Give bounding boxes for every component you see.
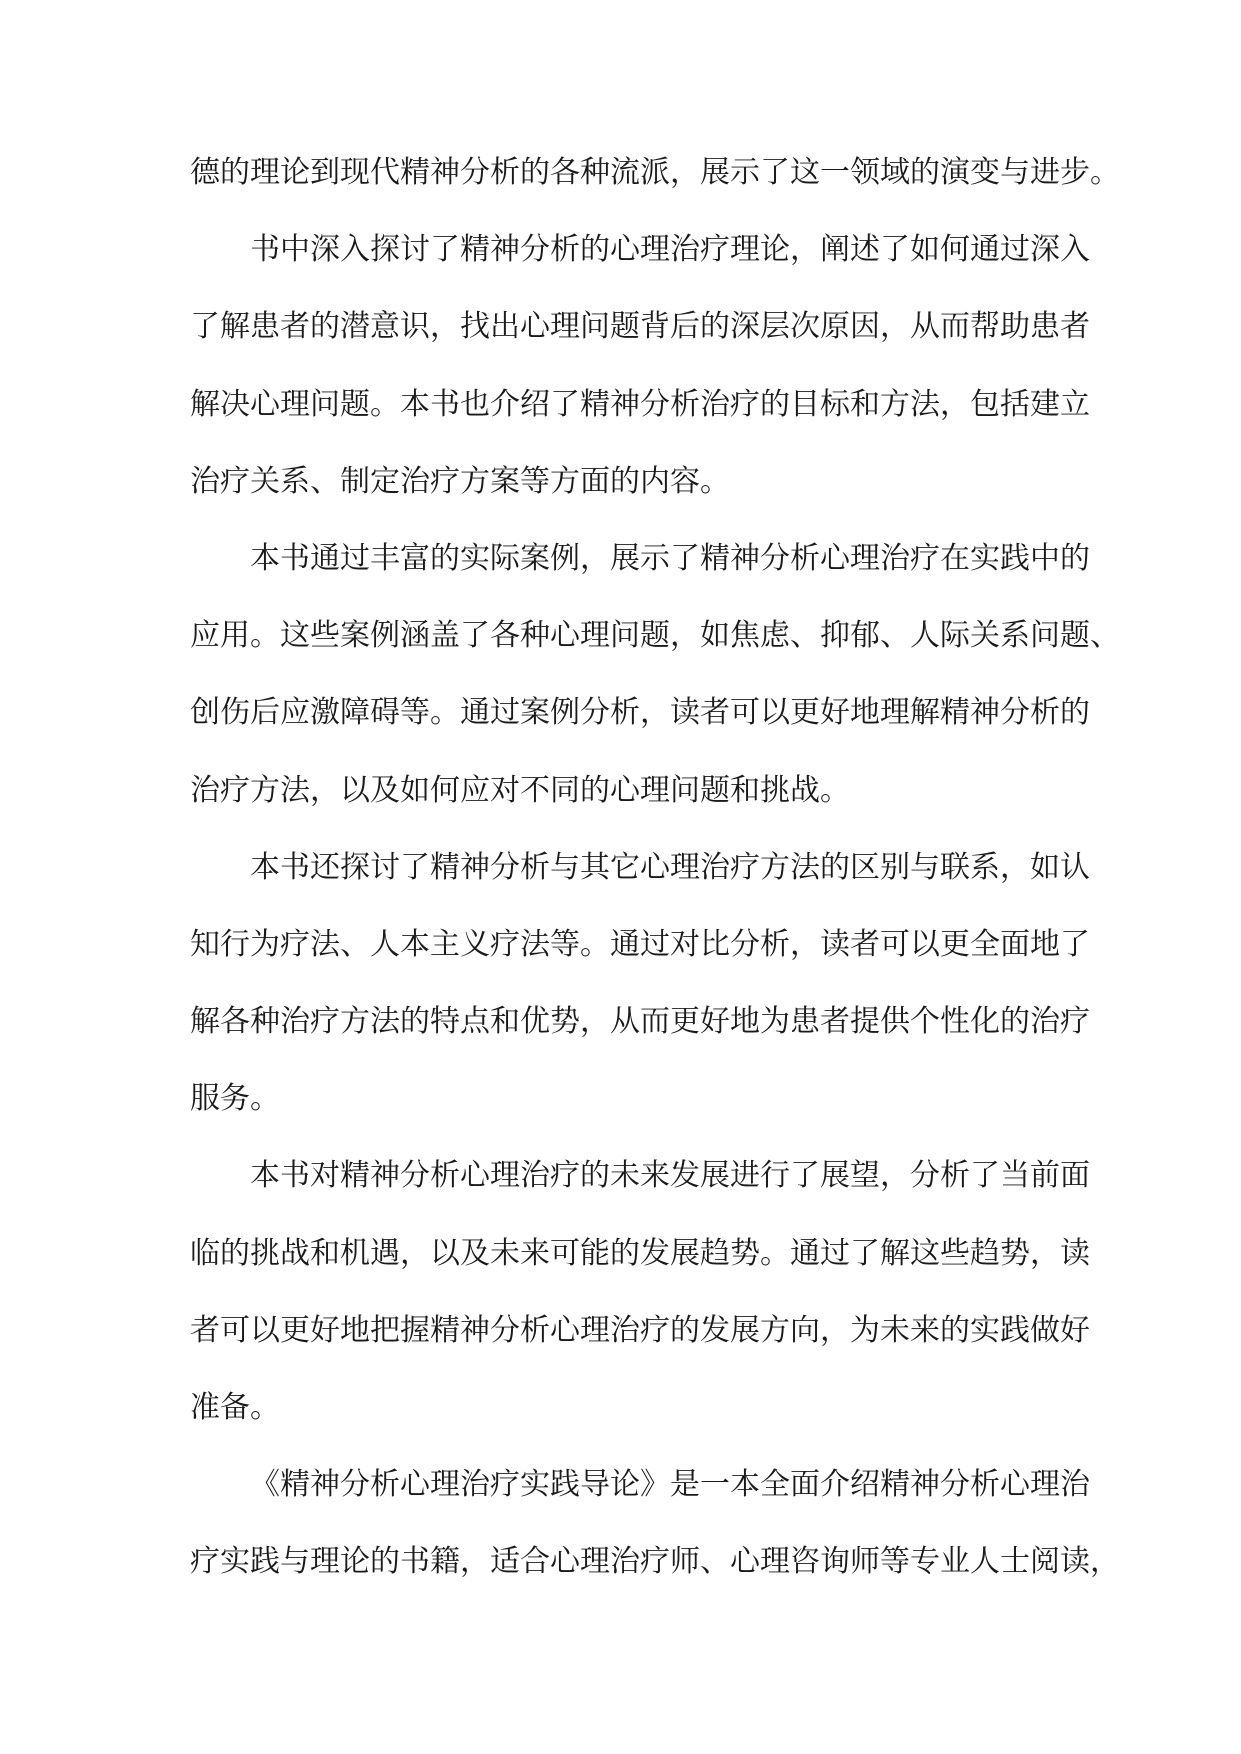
text-line: 本书还探讨了精神分析与其它心理治疗方法的区别与联系，如认 <box>250 849 1090 885</box>
text-line: 服务。 <box>190 1081 280 1117</box>
text-line: 疗实践与理论的书籍，适合心理治疗师、心理咨询师等专业人士阅读， <box>190 1544 1120 1580</box>
text-line: 临的挑战和机遇，以及未来可能的发展趋势。通过了解这些趋势，读 <box>190 1235 1090 1271</box>
text-line: 《精神分析心理治疗实践导论》是一本全面介绍精神分析心理治 <box>250 1467 1090 1503</box>
body-text <box>190 140 1120 1607</box>
text-line: 者可以更好地把握精神分析心理治疗的发展方向，为未来的实践做好 <box>190 1312 1090 1348</box>
text-line: 了解患者的潜意识，找出心理问题背后的深层次原因，从而帮助患者 <box>190 309 1090 345</box>
text-line: 应用。这些案例涵盖了各种心理问题，如焦虑、抑郁、人际关系问题、 <box>190 618 1120 654</box>
text-line: 书中深入探讨了精神分析的心理治疗理论，阐述了如何通过深入 <box>250 232 1090 268</box>
text-line: 知行为疗法、人本主义疗法等。通过对比分析，读者可以更全面地了 <box>190 926 1090 962</box>
text-line: 创伤后应激障碍等。通过案例分析，读者可以更好地理解精神分析的 <box>190 695 1090 731</box>
text-line: 治疗方法，以及如何应对不同的心理问题和挑战。 <box>190 772 850 808</box>
text-line: 解决心理问题。本书也介绍了精神分析治疗的目标和方法，包括建立 <box>190 386 1090 422</box>
text-line: 本书通过丰富的实际案例，展示了精神分析心理治疗在实践中的 <box>250 540 1090 576</box>
text-line: 解各种治疗方法的特点和优势，从而更好地为患者提供个性化的治疗 <box>190 1004 1090 1040</box>
text-line: 德的理论到现代精神分析的各种流派，展示了这一领域的演变与进步。 <box>190 155 1120 190</box>
text-line: 准备。 <box>190 1390 280 1425</box>
text-line: 治疗关系、制定治疗方案等方面的内容。 <box>190 463 730 499</box>
text-line: 本书对精神分析心理治疗的未来发展进行了展望，分析了当前面 <box>250 1158 1090 1194</box>
